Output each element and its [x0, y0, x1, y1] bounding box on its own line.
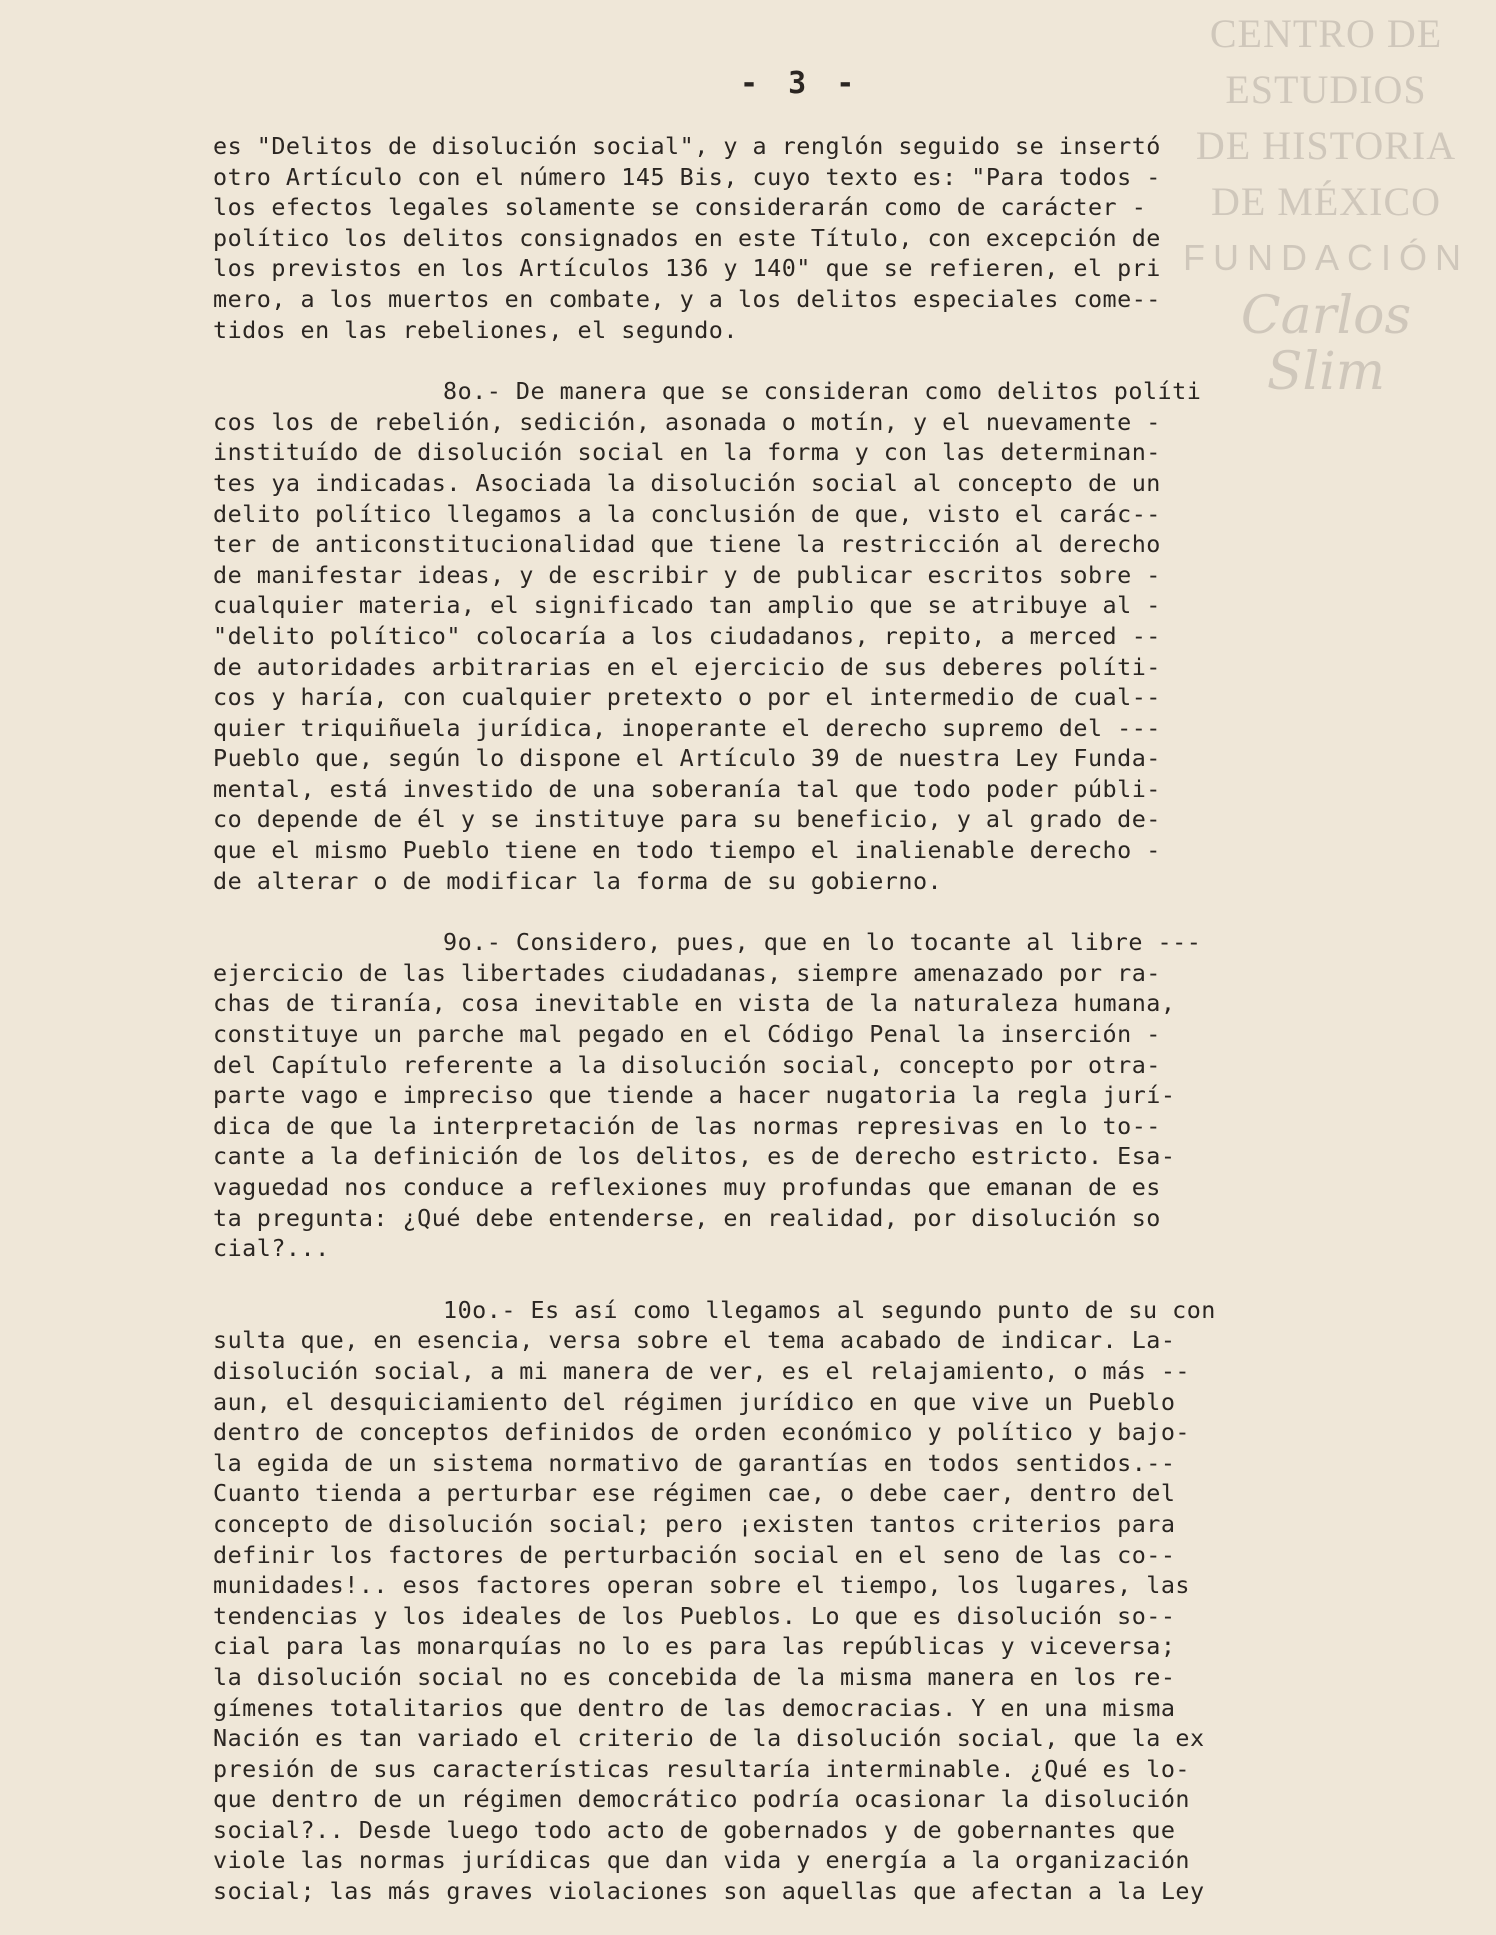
paragraph-10	[213, 1295, 1423, 1907]
text-line: 9o.- Considero, pues, que en lo tocante al libre ---	[443, 928, 1202, 957]
text-line: sulta que, en esencia, versa sobre el tema acabado de indicar. La-	[213, 1326, 1176, 1355]
text-line: cante a la definición de los delitos, es de derecho estricto. Esa-	[213, 1142, 1176, 1171]
text-line: la egida de un sistema normativo de garantías en todos sentidos.--	[213, 1448, 1176, 1477]
text-line: los previstos en los Artículos 136 y 140" que se refieren, el pri	[213, 254, 1161, 283]
watermark-signature: Carlos Slim	[1240, 286, 1412, 402]
text-line: cial?...	[213, 1234, 330, 1263]
text-line: cos y haría, con cualquier pretexto o por el intermedio de cual--	[213, 683, 1161, 712]
typewritten-body	[213, 131, 1423, 1907]
text-line: es "Delitos de disolución social", y a renglón seguido se insertó	[213, 132, 1161, 160]
watermark-line: CENTRO DE	[1209, 11, 1443, 56]
text-line: instituído de disolución social en la forma y con las determinan-	[213, 438, 1161, 467]
paragraph-9	[213, 927, 1423, 1264]
text-line: munidades!.. esos factores operan sobre el tiempo, los lugares, las	[213, 1571, 1191, 1600]
text-line: social?.. Desde luego todo acto de gobernados y de gobernantes que	[213, 1815, 1176, 1844]
watermark-line: DE MÉXICO	[1210, 179, 1442, 224]
text-line: 8o.- De manera que se consideran como delitos políti	[443, 377, 1202, 406]
text-line: mero, a los muertos en combate, y a los delitos especiales come--	[213, 284, 1161, 313]
text-line: la disolución social no es concebida de la misma manera en los re-	[213, 1662, 1176, 1691]
text-line: aun, el desquiciamiento del régimen jurídico en que vive un Pueblo	[213, 1387, 1176, 1416]
text-line: tidos en las rebeliones, el segundo.	[213, 315, 738, 344]
text-line: del Capítulo referente a la disolución social, concepto por otra-	[213, 1050, 1161, 1079]
watermark-line: ESTUDIOS	[1225, 67, 1427, 112]
text-line: de alterar o de modificar la forma de su gobierno.	[213, 866, 943, 895]
text-line: Pueblo que, según lo dispone el Artículo 39 de nuestra Ley Funda-	[213, 744, 1161, 773]
text-line: dica de que la interpretación de las normas represivas en lo to--	[213, 1111, 1161, 1140]
page-number: - 3 -	[740, 66, 861, 101]
text-line: que dentro de un régimen democrático podría ocasionar la disolución	[213, 1785, 1191, 1814]
watermark-line: FUNDACIÓN	[1183, 237, 1469, 278]
text-line: disolución social, a mi manera de ver, es el relajamiento, o más --	[213, 1356, 1191, 1385]
text-line: los efectos legales solamente se considerarán como de carácter -	[213, 193, 1147, 222]
paragraph-8	[213, 376, 1423, 896]
text-line: co depende de él y se instituye para su beneficio, y al grado de-	[213, 805, 1161, 834]
text-line: ter de anticonstitucionalidad que tiene la restricción al derecho	[213, 530, 1161, 559]
text-line: constituye un parche mal pegado en el Código Penal la inserción -	[213, 1020, 1161, 1049]
watermark-line: DE HISTORIA	[1195, 123, 1457, 168]
text-line: 10o.- Es así como llegamos al segundo punto de su con	[443, 1295, 1216, 1324]
text-line: concepto de disolución social; pero ¡existen tantos criterios para	[213, 1509, 1176, 1538]
text-line: definir los factores de perturbación social en el seno de las co--	[213, 1540, 1176, 1569]
text-line: viole las normas jurídicas que dan vida y energía a la organización	[213, 1846, 1191, 1875]
text-line: gímenes totalitarios que dentro de las democracias. Y en una misma	[213, 1693, 1176, 1722]
text-line: chas de tiranía, cosa inevitable en vista de la naturaleza humana,	[213, 989, 1176, 1018]
text-line: delito político llegamos a la conclusión de que, visto el carác--	[213, 499, 1161, 528]
text-line: cos los de rebelión, sedición, asonada o motín, y el nuevamente -	[213, 407, 1161, 436]
text-line: cial para las monarquías no lo es para las repúblicas y viceversa;	[213, 1632, 1176, 1661]
text-line: parte vago e impreciso que tiende a hacer nugatoria la regla jurí-	[213, 1081, 1176, 1110]
text-line: "delito político" colocaría a los ciudadanos, repito, a merced --	[213, 621, 1161, 650]
text-line: presión de sus características resultaría interminable. ¿Qué es lo-	[213, 1754, 1191, 1783]
text-line: Nación es tan variado el criterio de la disolución social, que la ex	[213, 1724, 1205, 1753]
text-line: vaguedad nos conduce a reflexiones muy profundas que emanan de es	[213, 1173, 1161, 1201]
text-line: de autoridades arbitrarias en el ejercicio de sus deberes políti-	[213, 652, 1161, 681]
text-line: otro Artículo con el número 145 Bis, cuyo texto es: "Para todos -	[213, 162, 1161, 191]
text-line: dentro de conceptos definidos de orden económico y político y bajo-	[213, 1418, 1191, 1447]
text-line: ta pregunta: ¿Qué debe entenderse, en realidad, por disolución so	[213, 1203, 1161, 1232]
text-line: social; las más graves violaciones son aquellas que afectan a la Ley	[213, 1877, 1205, 1906]
text-line: tes ya indicadas. Asociada la disolución social al concepto de un	[213, 468, 1161, 497]
text-line: ejercicio de las libertades ciudadanas, siempre amenazado por ra-	[213, 958, 1161, 987]
text-line: Cuanto tienda a perturbar ese régimen cae, o debe caer, dentro del	[213, 1479, 1176, 1508]
text-line: de manifestar ideas, y de escribir y de publicar escritos sobre -	[213, 560, 1161, 589]
text-line: tendencias y los ideales de los Pueblos. Lo que es disolución so--	[213, 1601, 1176, 1630]
text-line: político los delitos consignados en este Título, con excepción de	[213, 223, 1161, 252]
text-line: cualquier materia, el significado tan amplio que se atribuye al -	[213, 591, 1161, 620]
paragraph-continuation	[213, 131, 1423, 345]
text-line: que el mismo Pueblo tiene en todo tiempo el inalienable derecho -	[213, 836, 1161, 865]
text-line: quier triquiñuela jurídica, inoperante el derecho supremo del ---	[213, 713, 1161, 742]
text-line: mental, está investido de una soberanía tal que todo poder públi-	[213, 774, 1161, 803]
